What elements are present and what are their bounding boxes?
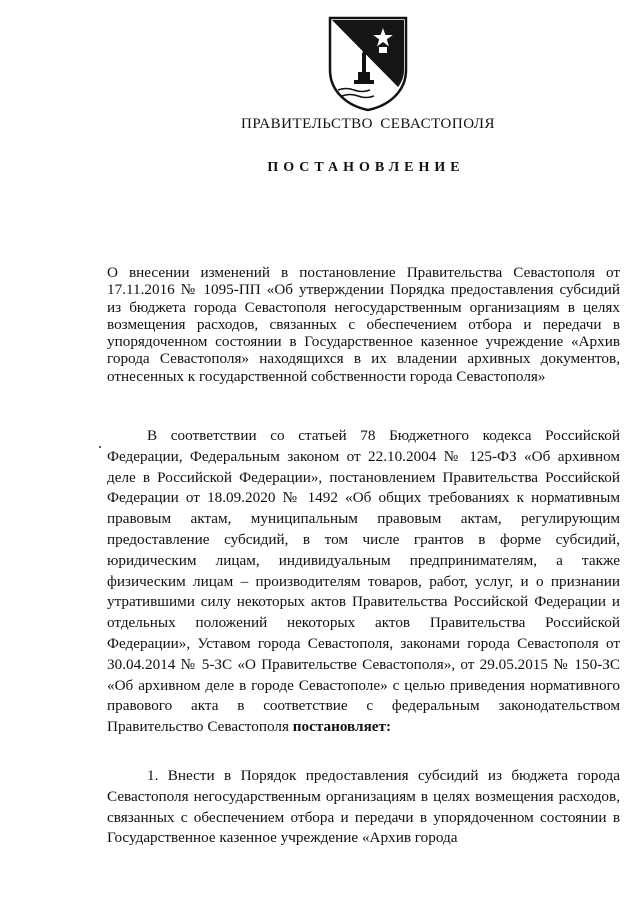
scan-speck [99,446,101,448]
decree-word: постановляет: [292,718,392,736]
document-type-heading [0,160,640,176]
item-paragraph: 1. Внести в Порядок предоставления субсидий из бюджета города Севастополя негосударственным организациям в целях возмещения расходов, связанных с обеспечением отбора и передачи в упорядоченном состоянии в Государственное казенное учреждение «Архив города [107,767,620,847]
government-name [0,116,640,133]
sevastopol-coat-of-arms-icon [326,14,410,112]
document-title: О внесении изменений в постановление Правительства Севастополя от 17.11.2016 № 1095-ПП «Об утверждении Порядка предоставления субсидий из бюджета города Севастополя негосударственным организациям в целях возмещения расходов, связанных с обеспечением отбора и передачи в упорядоченном состоянии в Государственное казенное учреждение «Архив города Севастополя» находящихся в их владении архивных документов, отнесенных к государственной собственности города Севастополя» [107,264,620,385]
preamble-text: В соответствии со статьей 78 Бюджетного кодекса Российской Федерации, Федеральным законом от 22.10.2004 № 125-ФЗ «Об архивном деле в Российской Федерации», постановлением Правительства Российской Федерации от 18.09.2020 № 1492 «Об общих требованиях к нормативным правовым актам, муниципальным правовым актам, регулирующим предоставление субсидий, в том числе грантов в форме субсидий, юридическим лицам, индивидуальным предпринимателям, а также физическим лицам – производителям товаров, работ, услуг, и о признании утратившими силу некоторых актов Правительства Российской Федерации и отдельных положений некоторых актов Правительства Российской Федерации», Уставом города Севастополя, законами города Севастополя от 30.04.2014 № 5-ЗС «О Правительстве Севастополя», от 29.05.2015 № 150-ЗС «Об архивном деле в городе Севастополе» с целью приведения нормативного правового акта в соответствие с федеральным законодательством Правительство Севастополя [107,427,620,736]
document-type-text: ПОСТАНОВЛЕНИЕ [267,160,465,175]
government-name-text: ПРАВИТЕЛЬСТВО СЕВАСТОПОЛЯ [241,116,495,132]
preamble-paragraph [107,426,620,738]
